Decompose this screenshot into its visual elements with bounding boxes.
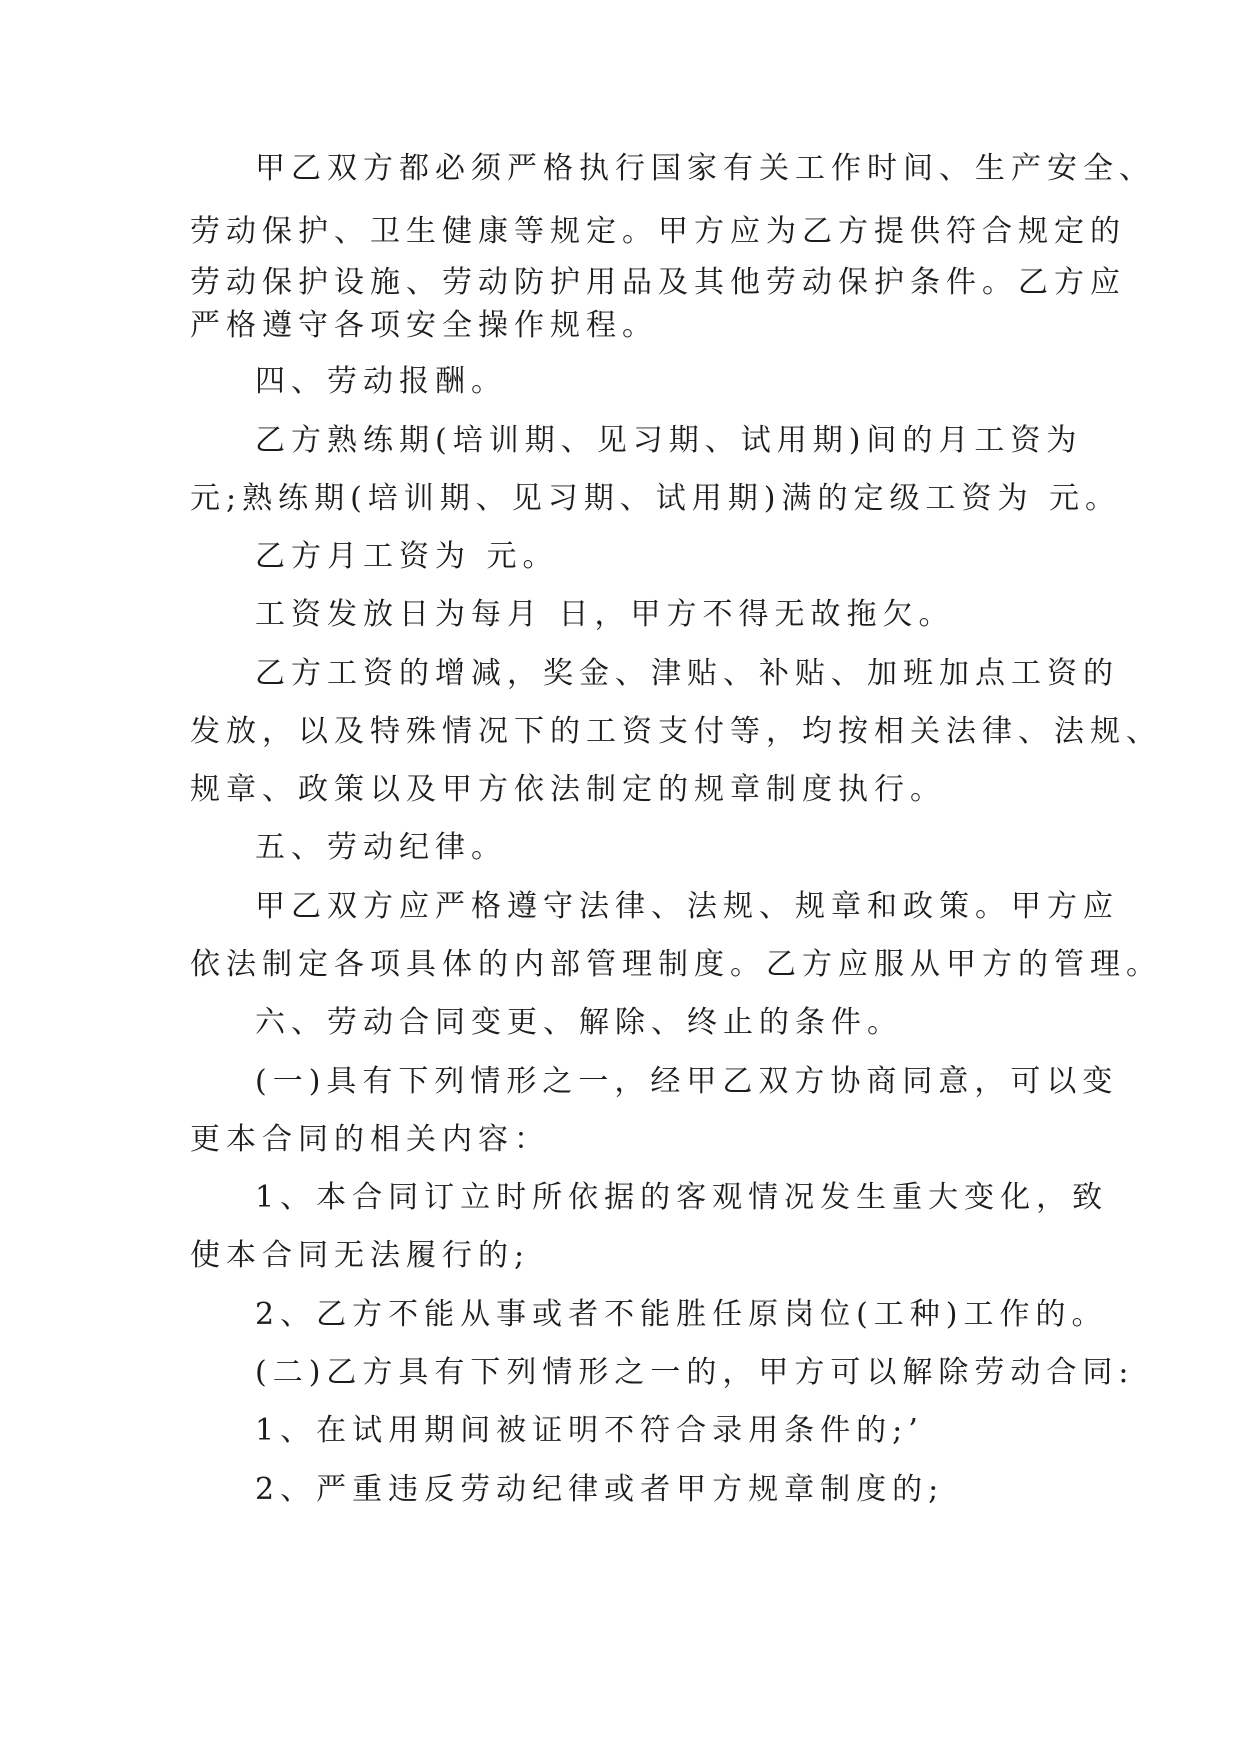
text-line: 甲乙双方都必须严格执行国家有关工作时间、生产安全、 bbox=[255, 151, 1155, 186]
list-item: 2、严重违反劳动纪律或者甲方规章制度的; bbox=[255, 1472, 945, 1507]
text-line: 依法制定各项具体的内部管理制度。乙方应服从甲方的管理。 bbox=[190, 947, 1162, 982]
section-heading: 五、劳动纪律。 bbox=[255, 830, 507, 865]
section-heading: 四、劳动报酬。 bbox=[255, 364, 507, 399]
text-line: 工资发放日为每月 日，甲方不得无故拖欠。 bbox=[255, 597, 955, 632]
text-line: 更本合同的相关内容： bbox=[190, 1122, 550, 1157]
text-line: 元;熟练期(培训期、见习期、试用期)满的定级工资为 元。 bbox=[190, 481, 1122, 516]
text-line: 发放，以及特殊情况下的工资支付等，均按相关法律、法规、 bbox=[190, 714, 1162, 749]
text-line: 劳动保护、卫生健康等规定。甲方应为乙方提供符合规定的 bbox=[190, 214, 1126, 249]
text-line: 规章、政策以及甲方依法制定的规章制度执行。 bbox=[190, 772, 946, 807]
section-heading: 六、劳动合同变更、解除、终止的条件。 bbox=[255, 1005, 903, 1040]
text-line: 劳动保护设施、劳动防护用品及其他劳动保护条件。乙方应 bbox=[190, 265, 1126, 300]
list-item: 1、在试用期间被证明不符合录用条件的;’ bbox=[255, 1413, 924, 1448]
text-line: 甲乙双方应严格遵守法律、法规、规章和政策。甲方应 bbox=[255, 889, 1119, 924]
list-item: 1、本合同订立时所依据的客观情况发生重大变化，致 bbox=[255, 1180, 1109, 1215]
text-line: (二)乙方具有下列情形之一的，甲方可以解除劳动合同: bbox=[255, 1355, 1135, 1390]
text-line: 乙方工资的增减，奖金、津贴、补贴、加班加点工资的 bbox=[255, 656, 1119, 691]
text-line: 使本合同无法履行的; bbox=[190, 1238, 531, 1273]
text-line: 乙方月工资为 元。 bbox=[255, 539, 559, 574]
text-line: 乙方熟练期(培训期、见习期、试用期)间的月工资为 bbox=[255, 423, 1083, 458]
text-line: 严格遵守各项安全操作规程。 bbox=[190, 308, 658, 343]
text-line: (一)具有下列情形之一，经甲乙双方协商同意，可以变 bbox=[255, 1064, 1119, 1099]
list-item: 2、乙方不能从事或者不能胜任原岗位(工种)工作的。 bbox=[255, 1297, 1108, 1332]
